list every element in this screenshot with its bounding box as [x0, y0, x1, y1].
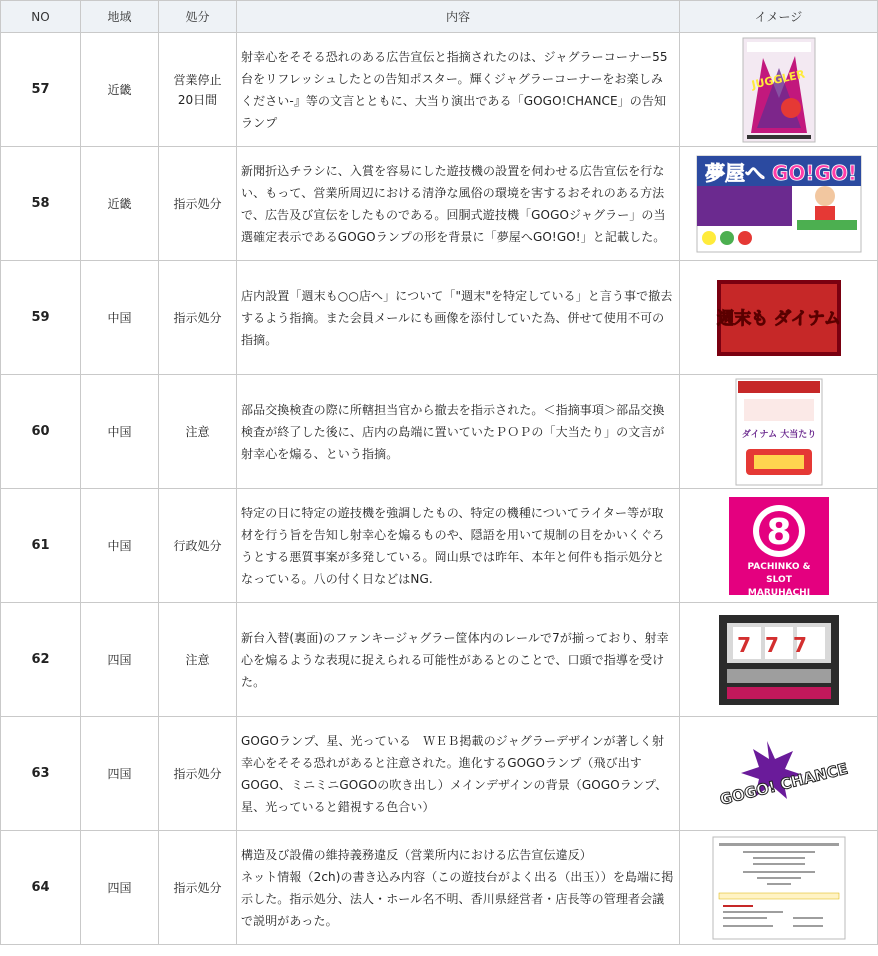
row-action: [159, 33, 237, 147]
row-content: 新台入替(裏面)のファンキージャグラー筐体内のレールで7が揃っており、射幸心を煽るような表現に捉えられる可能性があるとのことで、口頭で指導を受けた。: [237, 603, 680, 717]
row-image: [680, 489, 878, 603]
row-image: [680, 33, 878, 147]
row-image: [680, 375, 878, 489]
row-content: GOGOランプ、星、光っている ＷＥＢ掲載のジャグラーデザインが著しく射幸心をそそる恐れがあると注意された。進化するGOGOランプ（飛び出すGOGO、ミニミニGOGOの吹き出し）メインデザインの背景（GOGOランプ、星、光っていると錯視する色合い）: [237, 717, 680, 831]
table-row: [1, 33, 878, 147]
row-action: 指示処分: [159, 717, 237, 831]
row-image: [680, 831, 878, 945]
gogo-chance-text: GOGO! CHANCE: [717, 759, 850, 809]
juggler-poster-image: [743, 38, 815, 142]
table-row: [1, 489, 878, 603]
header-region: 地域: [81, 1, 159, 33]
row-region: 四国: [81, 717, 159, 831]
row-region: 中国: [81, 489, 159, 603]
row-image: [680, 261, 878, 375]
slot-machine-image: [719, 615, 839, 705]
juggler-poster-text: JUGGLER: [749, 67, 806, 92]
row-no: 62: [1, 603, 81, 717]
row-content-text: 構造及び設備の維持義務違反（営業所内における広告宣伝違反） ネット情報（2ch)の書き込み内容（この遊技台がよく出る（出玉））を島端に掲示した。指示処分、法人・ホール名不明、香川県経営者・店長等の管理者会議で説明があった。: [241, 847, 674, 928]
row-content: [237, 831, 680, 945]
row-region: 四国: [81, 831, 159, 945]
header-row: [1, 1, 878, 33]
row-no: 59: [1, 261, 81, 375]
dynam-weekend-text: 週末も ダイナム: [716, 308, 841, 329]
row-content: 新聞折込チラシに、入賞を容易にした遊技機の設置を伺わせる広告宣伝を行ない、もって、営業所周辺における清浄な風俗の環境を害するおそれのある方法で、広告及び宣伝をしたものである。回胴式遊技機「GOGOジャグラー」の当選確定表示であるGOGOランプの形を背景に「夢屋へGO!GO!」と記載した。: [237, 147, 680, 261]
row-region: 四国: [81, 603, 159, 717]
row-no: 63: [1, 717, 81, 831]
row-action: 指示処分: [159, 147, 237, 261]
table-row: [1, 603, 878, 717]
row-region: 中国: [81, 261, 159, 375]
row-region: 近畿: [81, 147, 159, 261]
slot-machine-text: 777: [736, 632, 821, 657]
row-content: 部品交換検査の際に所轄担当官から撤去を指示された。＜指摘事項＞部品交換検査が終了した後に、店内の島端に置いていたＰＯＰの「大当たり」の文言が射幸心を煽る、という指摘。: [237, 375, 680, 489]
gogo-chance-image: [717, 737, 850, 811]
table-row: [1, 147, 878, 261]
header-no: NO: [1, 1, 81, 33]
row-no: 60: [1, 375, 81, 489]
dynam-pop-text: ダイナム 大当たり: [741, 429, 816, 440]
row-action: 注意: [159, 603, 237, 717]
forum-printout-image: [713, 837, 845, 939]
row-no: 57: [1, 33, 81, 147]
row-no: 58: [1, 147, 81, 261]
row-action: 指示処分: [159, 261, 237, 375]
row-action: 行政処分: [159, 489, 237, 603]
table-row: [1, 831, 878, 945]
row-image: [680, 603, 878, 717]
header-content: 内容: [237, 1, 680, 33]
dynam-pop-image: [736, 379, 822, 485]
yumeya-flyer-text: 夢屋へ GO!GO!: [704, 160, 857, 185]
dynam-weekend-image: [717, 280, 841, 356]
row-content: 特定の日に特定の遊技機を強調したもの、特定の機種についてライター等が取材を行う旨を告知し射幸心を煽るものや、隠語を用いて規制の目をかいくぐろうとする悪質事案が多発している。岡山県では昨年、本年と何件も指示処分となっている。八の付く日などはNG.: [237, 489, 680, 603]
row-action-text: 営業停止 20日間: [173, 72, 222, 107]
svg-text:8: 8: [765, 511, 792, 553]
maruhachi-logo-image: [729, 497, 829, 598]
row-action: 指示処分: [159, 831, 237, 945]
header-action: 処分: [159, 1, 237, 33]
row-content: 店内設置「週末も○○店へ」について「"週末"を特定している」と言う事で撤去するよう指摘。また会員メールにも画像を添付していた為、併せて使用不可の指摘。: [237, 261, 680, 375]
row-content: 射幸心をそそる恐れのある広告宣伝と指摘されたのは、ジャグラーコーナー55台をリフレッシュしたとの告知ポスター。輝くジャグラーコーナーをお楽しみください-』等の文言とともに、大当り演出である「GOGO!CHANCE」の告知ランプ: [237, 33, 680, 147]
table-row: [1, 375, 878, 489]
maruhachi-logo-text: PACHINKO & SLOT MARUHACHI: [747, 561, 810, 598]
row-image: [680, 147, 878, 261]
row-image: [680, 717, 878, 831]
row-action: 注意: [159, 375, 237, 489]
header-image: イメージ: [680, 1, 878, 33]
table-row: [1, 261, 878, 375]
row-region: 中国: [81, 375, 159, 489]
yumeya-flyer-image: [697, 156, 861, 252]
row-region: 近畿: [81, 33, 159, 147]
table-row: [1, 717, 878, 831]
row-no: 61: [1, 489, 81, 603]
row-no: 64: [1, 831, 81, 945]
